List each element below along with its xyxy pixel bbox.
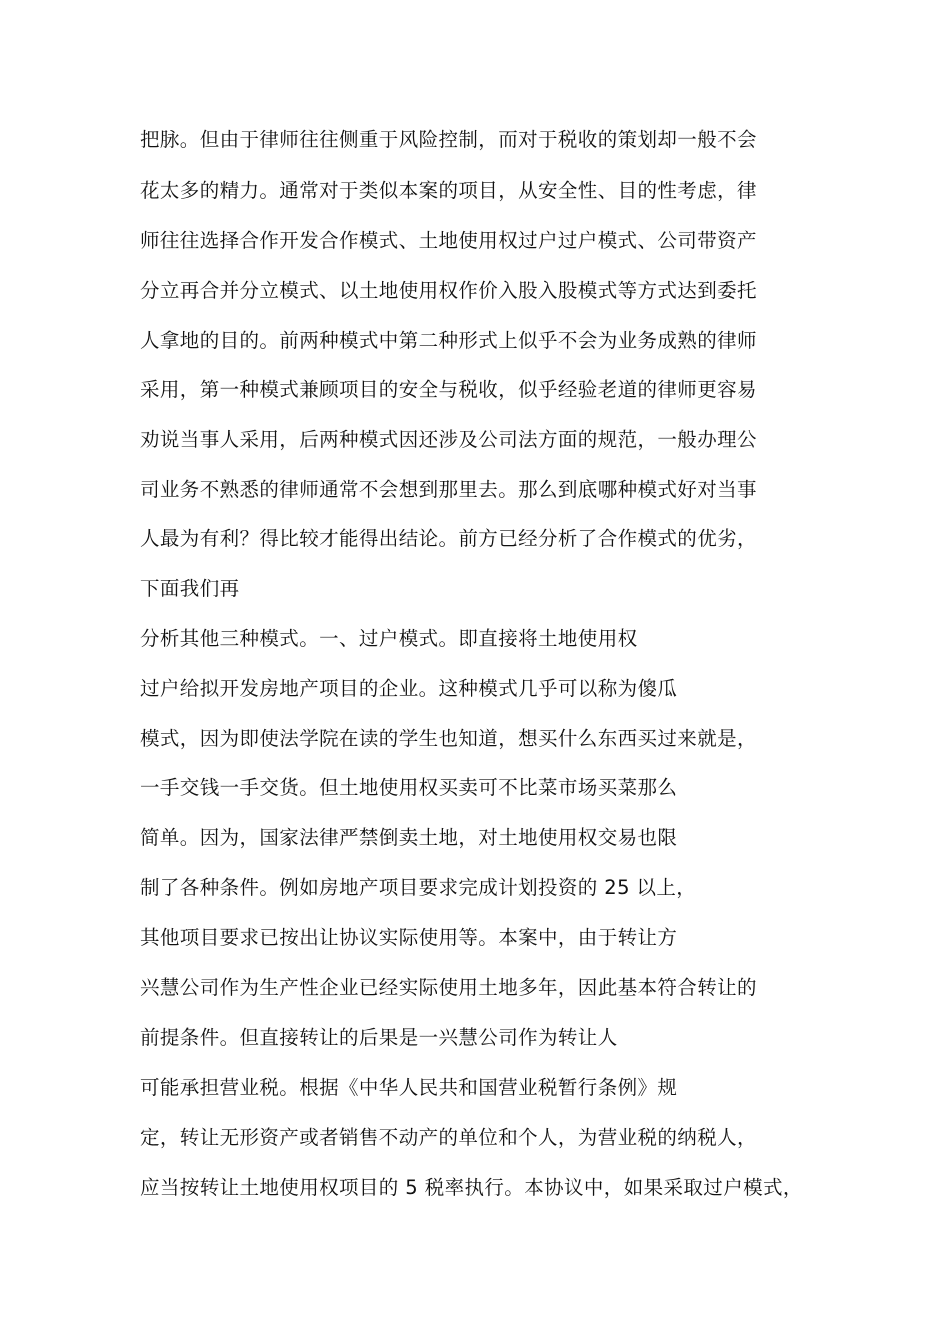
text-line: 劝说当事人采用，后两种模式因还涉及公司法方面的规范，一般办理公 [140, 428, 757, 451]
text-line: 司业务不熟悉的律师通常不会想到那里去。那么到底哪种模式好对当事 [140, 478, 757, 501]
text-line: 制了各种条件。例如房地产项目要求完成计划投资的 25 以上， [140, 876, 697, 899]
text-line: 应当按转让土地使用权项目的 5 税率执行。本协议中，如果采取过户模式， [140, 1176, 803, 1199]
text-line: 人最为有利？得比较才能得出结论。前方已经分析了合作模式的优劣， [140, 527, 757, 550]
text-line: 过户给拟开发房地产项目的企业。这种模式几乎可以称为傻瓜 [140, 677, 678, 700]
text-line: 前提条件。但直接转让的后果是一兴慧公司作为转让人 [140, 1026, 618, 1049]
text-line: 其他项目要求已按出让协议实际使用等。本案中，由于转让方 [140, 926, 678, 949]
text-line: 一手交钱一手交货。但土地使用权买卖可不比菜市场买菜那么 [140, 776, 678, 799]
text-line: 下面我们再 [140, 577, 240, 600]
text-line: 采用，第一种模式兼顾项目的安全与税收，似乎经验老道的律师更容易 [140, 378, 757, 401]
text-line: 分立再合并分立模式、以土地使用权作价入股入股模式等方式达到委托 [140, 279, 757, 302]
text-line: 把脉。但由于律师往往侧重于风险控制，而对于税收的策划却一般不会 [140, 128, 757, 151]
text-line: 模式，因为即使法学院在读的学生也知道，想买什么东西买过来就是， [140, 727, 757, 750]
text-line: 兴慧公司作为生产性企业已经实际使用土地多年，因此基本符合转让的 [140, 976, 757, 999]
text-line: 分析其他三种模式。一、过户模式。即直接将土地使用权 [140, 627, 638, 650]
text-line: 定，转让无形资产或者销售不动产的单位和个人，为营业税的纳税人， [140, 1126, 757, 1149]
text-line: 简单。因为，国家法律严禁倒卖土地，对土地使用权交易也限 [140, 826, 678, 849]
text-line: 可能承担营业税。根据《中华人民共和国营业税暂行条例》规 [140, 1076, 678, 1099]
text-line: 花太多的精力。通常对于类似本案的项目，从安全性、目的性考虑，律 [140, 179, 757, 202]
text-line: 师往往选择合作开发合作模式、土地使用权过户过户模式、公司带资产 [140, 229, 757, 252]
text-line: 人拿地的目的。前两种模式中第二种形式上似乎不会为业务成熟的律师 [140, 329, 757, 352]
